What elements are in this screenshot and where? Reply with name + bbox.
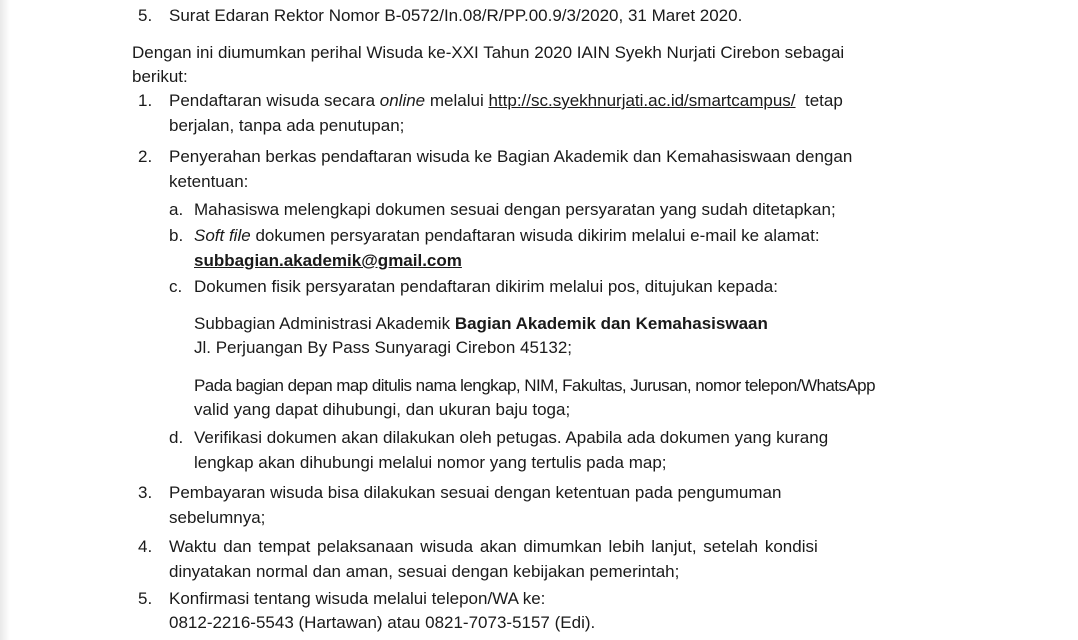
intro-text-1: Dengan ini diumumkan perihal Wisuda ke-XXI Tahun 2020 IAIN Syekh Nurjati Cirebon sebagai [132,43,845,62]
item-2c-text: Dokumen fisik persyaratan pendaftaran dikirim melalui pos, ditujukan kepada: [194,277,778,296]
item-3-line-1 [169,481,953,505]
intro-line-2: berikut: [132,67,188,86]
item-3-number: 3. [138,483,153,502]
address-line-1 [194,312,768,336]
item-4-line-2: dinyatakan normal dan aman, sesuai dengan kebijakan pemerintah; [169,562,680,581]
item-3-line-2: sebelumnya; [169,508,266,527]
item-1-number: 1. [138,91,153,110]
item-1-pre: Pendaftaran wisuda secara [169,91,376,110]
smartcampus-link[interactable]: http://sc.syekhnurjati.ac.id/smartcampus/ [488,91,796,110]
item-2a-letter: a. [169,200,184,219]
map-note-line-1: Pada bagian depan map ditulis nama lengkap, NIM, Fakultas, Jurusan, nomor telepon/WhatsApp [194,376,875,395]
item-5-line-2: 0812-2216-5543 (Hartawan) atau 0821-7073-5157 (Edi). [169,613,596,632]
item-4-line-1: Waktu dan tempat pelaksanaan wisuda akan dimumkan lebih lanjut, setelah kondisi [169,537,818,556]
ref-item-text: Surat Edaran Rektor Nomor B-0572/In.08/R/PP.00.9/3/2020, 31 Maret 2020. [169,6,743,25]
item-2a-text: Mahasiswa melengkapi dokumen sesuai dengan persyaratan yang sudah ditetapkan; [194,200,836,219]
akademik-email-link[interactable]: subbagian.akademik@gmail.com [194,251,462,270]
scan-edge-shadow [0,0,10,640]
address-subbagian: Subbagian Administrasi Akademik [194,314,451,333]
intro-line-1 [132,41,953,65]
map-note-line-2: valid yang dapat dihubungi, dan ukuran baju toga; [194,400,571,419]
item-1-mid: melalui [429,91,484,110]
item-1-post: tetap [804,91,843,110]
item-1-line-1 [169,89,843,113]
address-line-2: Jl. Perjuangan By Pass Sunyaragi Cirebon 45132; [194,338,573,357]
item-2-line-1: Penyerahan berkas pendaftaran wisuda ke Bagian Akademik dan Kemahasiswaan dengan [169,147,853,166]
item-2c-letter: c. [169,277,183,296]
item-4-number: 4. [138,537,153,556]
item-2b-text [194,224,820,248]
soft-file-term: Soft file [194,226,251,245]
item-2b-letter: b. [169,226,184,245]
item-1-online: online [379,91,426,110]
item-2d-letter: d. [169,428,184,447]
item-1-line-2: berjalan, tanpa ada penutupan; [169,116,405,135]
address-bagian: Bagian Akademik dan Kemahasiswaan [454,314,768,333]
item-2-line-2: ketentuan: [169,172,249,191]
item-5-line-1: Konfirmasi tentang wisuda melalui telepon/WA ke: [169,589,546,608]
item-5-number: 5. [138,589,153,608]
item-3-text-1: Pembayaran wisuda bisa dilakukan sesuai dengan ketentuan pada pengumuman [169,483,782,502]
ref-item-number: 5. [138,6,153,25]
item-2-number: 2. [138,147,153,166]
item-2d-line-2: lengkap akan dihubungi melalui nomor yang tertulis pada map; [194,453,667,472]
item-2d-line-1: Verifikasi dokumen akan dilakukan oleh petugas. Apabila ada dokumen yang kurang [194,428,829,447]
item-2b-body: dokumen persyaratan pendaftaran wisuda dikirim melalui e-mail ke alamat: [255,226,820,245]
